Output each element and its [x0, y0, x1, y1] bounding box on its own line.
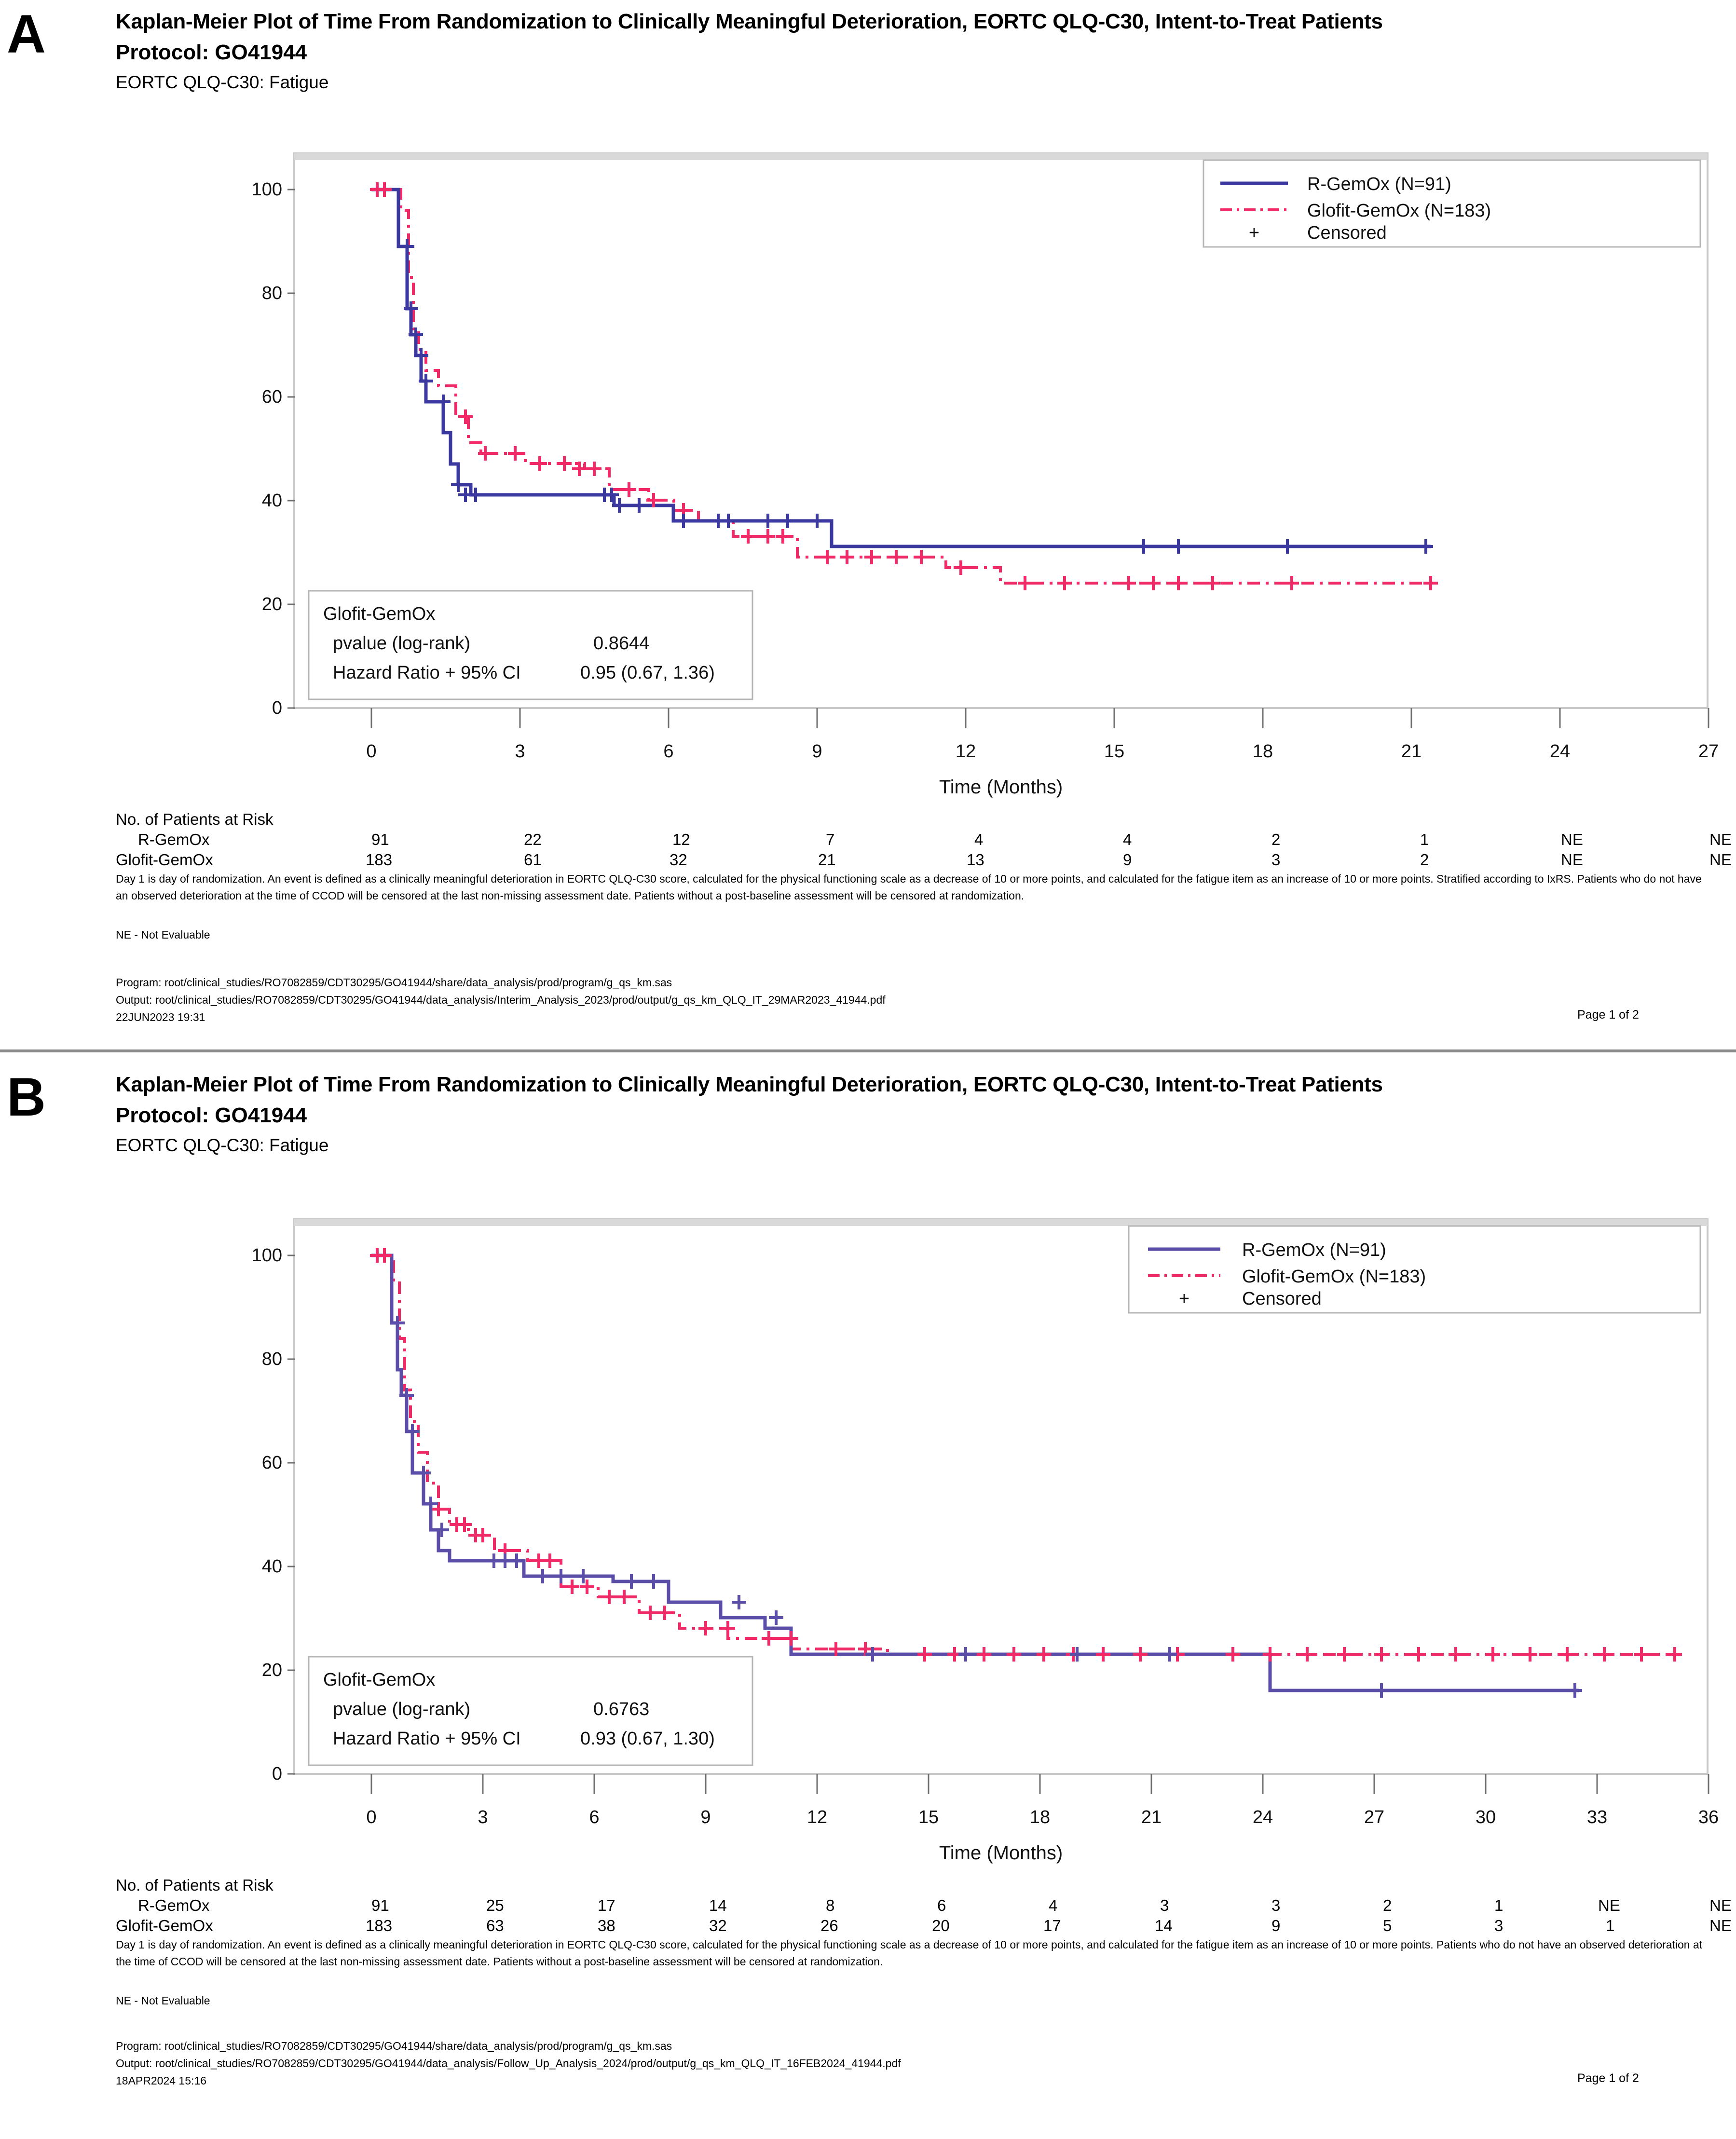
svg-text:36: 36 [1698, 1807, 1719, 1827]
panel-a-page-number: Page 1 of 2 [1577, 1008, 1639, 1022]
legend-marker-censored: + [1248, 223, 1260, 243]
risk-cell: 22 [524, 831, 542, 848]
panel-a-footnote: Day 1 is day of randomization. An event is defined as a clinically meaningful deterioration in EORTC QLQ-C30 score, calculated for the physical functioning scale as a decrease of 10 or more points, and calculated for the fatigue item as an increase of 10 or more points. Stratified according to IxRS. Patients who do not have an observed deterioration at the time of CCOD will be censored at the last non-missing assessment date. Patients without a post-baseline assessment will be censored at randomization. [116, 872, 1702, 902]
risk-cell: 1 [1494, 1896, 1504, 1914]
stats-pvalue-label: pvalue (log-rank) [333, 1699, 471, 1719]
risk-cell: 12 [672, 831, 690, 848]
panel-a-timestamp: 22JUN2023 19:31 [116, 1011, 205, 1023]
y-axis-ticks [252, 179, 282, 718]
svg-text:6: 6 [663, 741, 674, 762]
risk-cell: 91 [371, 831, 389, 848]
svg-text:0: 0 [272, 1764, 282, 1784]
legend-label-censored: Censored [1307, 223, 1387, 243]
panel-a-km-svg [96, 145, 1727, 801]
svg-text:21: 21 [1401, 741, 1422, 762]
risk-row-label: R-GemOx [138, 831, 210, 848]
risk-cell: 183 [366, 851, 393, 869]
risk-cell: 1 [1606, 1917, 1615, 1935]
panel-b-plot [96, 1211, 1727, 1867]
svg-text:15: 15 [1104, 741, 1125, 762]
svg-text:3: 3 [515, 741, 525, 762]
legend-box [1203, 160, 1700, 247]
panel-divider [0, 1049, 1736, 1052]
risk-cell: 3 [1494, 1917, 1504, 1935]
svg-text:24: 24 [1549, 741, 1571, 762]
panel-a-letter: A [7, 4, 45, 64]
svg-text:6: 6 [589, 1807, 600, 1827]
svg-text:15: 15 [918, 1807, 939, 1827]
risk-cell: 8 [826, 1896, 835, 1914]
stats-group-label: Glofit-GemOx [323, 1670, 436, 1690]
svg-text:18: 18 [1252, 741, 1273, 762]
risk-cell: NE [1709, 1896, 1732, 1914]
panel-b-program: Program: root/clinical_studies/RO7082859/CDT30295/GO41944/share/data_analysis/prod/program/g_qs_km.sas [116, 2040, 672, 2052]
risk-cell: 20 [932, 1917, 950, 1935]
svg-text:27: 27 [1364, 1807, 1385, 1827]
svg-text:21: 21 [1141, 1807, 1162, 1827]
stats-pvalue-label: pvalue (log-rank) [333, 633, 471, 654]
x-axis-ticks [366, 741, 1719, 762]
risk-cell: 4 [1123, 831, 1132, 848]
svg-text:100: 100 [251, 179, 282, 200]
svg-text:0: 0 [366, 741, 377, 762]
svg-text:9: 9 [700, 1807, 711, 1827]
panel-b-km-svg [96, 1211, 1727, 1867]
svg-text:27: 27 [1698, 741, 1719, 762]
risk-cell: 5 [1383, 1917, 1392, 1935]
risk-cell: 13 [967, 851, 984, 869]
risk-cell: 2 [1420, 851, 1429, 869]
risk-cell: 61 [524, 851, 542, 869]
stats-box [309, 1657, 752, 1765]
panel-a-protocol: Protocol: GO41944 [116, 40, 307, 64]
panel-a-title: Kaplan-Meier Plot of Time From Randomization to Clinically Meaningful Deterioration, EORTC QLQ-C30, Intent-to-Treat Patients [116, 10, 1383, 33]
risk-cell: 3 [1160, 1896, 1169, 1914]
risk-row-glofit-gemox [116, 851, 1732, 871]
plot-frame-shadow-top [294, 153, 1708, 160]
panel-b [0, 1056, 1736, 2108]
stats-hr-value: 0.95 (0.67, 1.36) [580, 663, 715, 683]
risk-cell: 63 [486, 1917, 504, 1935]
risk-cell: NE [1709, 851, 1732, 869]
panel-a-subtitle: EORTC QLQ-C30: Fatigue [116, 72, 329, 92]
x-tick-marks [371, 708, 1709, 728]
y-axis-ticks [252, 1245, 282, 1784]
risk-table-header: No. of Patients at Risk [116, 1876, 273, 1894]
x-axis-label: Time (Months) [939, 777, 1063, 798]
panel-b-footnote: Day 1 is day of randomization. An event is defined as a clinically meaningful deterioration in EORTC QLQ-C30 score, calculated for the physical functioning scale as a decrease of 10 or more points, and calculated for the fatigue item as an increase of 10 or more points. Patients who do not have an observed deterioration at the time of CCOD will be censored at the last non-missing assessment date. Patients without a post-baseline assessment will be censored at randomization. [116, 1938, 1703, 1968]
svg-text:0: 0 [272, 698, 282, 718]
svg-text:0: 0 [366, 1807, 377, 1827]
risk-cell: 4 [1049, 1896, 1058, 1914]
svg-text:60: 60 [261, 387, 282, 407]
svg-text:24: 24 [1252, 1807, 1273, 1827]
plot-frame-shadow-top [294, 1219, 1708, 1226]
risk-cell: 26 [820, 1917, 838, 1935]
panel-b-risk-table [116, 1876, 1732, 1937]
svg-text:20: 20 [261, 1660, 282, 1680]
svg-text:80: 80 [261, 283, 282, 303]
svg-text:18: 18 [1029, 1807, 1051, 1827]
risk-row-r-gemox [116, 831, 1732, 851]
risk-cell: 2 [1383, 1896, 1392, 1914]
risk-cell: 17 [598, 1896, 615, 1914]
svg-text:12: 12 [806, 1807, 828, 1827]
svg-text:30: 30 [1475, 1807, 1496, 1827]
svg-text:40: 40 [261, 490, 282, 511]
svg-text:60: 60 [261, 1453, 282, 1473]
stats-pvalue-value: 0.6763 [593, 1699, 650, 1719]
risk-cell: 21 [818, 851, 836, 869]
panel-a-risk-table [116, 810, 1732, 871]
risk-row-glofit-gemox [116, 1917, 1732, 1937]
risk-row-label: Glofit-GemOx [116, 851, 213, 869]
risk-cell: 17 [1043, 1917, 1061, 1935]
risk-cell: NE [1709, 831, 1732, 848]
panel-a-plot [96, 145, 1727, 801]
legend-label-glofit-gemox: Glofit-GemOx (N=183) [1242, 1267, 1426, 1287]
svg-text:20: 20 [261, 594, 282, 614]
risk-cell: NE [1598, 1896, 1620, 1914]
svg-text:100: 100 [251, 1245, 282, 1266]
risk-cell: 9 [1271, 1917, 1281, 1935]
risk-row-label: Glofit-GemOx [116, 1917, 213, 1935]
panel-a-ne-note: NE - Not Evaluable [116, 928, 210, 941]
risk-cell: 25 [486, 1896, 504, 1914]
risk-cell: 32 [670, 851, 687, 869]
risk-cell: NE [1561, 851, 1583, 869]
risk-cell: 7 [826, 831, 835, 848]
risk-cell: 9 [1123, 851, 1132, 869]
risk-row-r-gemox [116, 1896, 1732, 1917]
panel-a-output: Output: root/clinical_studies/RO7082859/CDT30295/GO41944/data_analysis/Interim_Analysis_2023/prod/output/g_qs_km_QLQ_IT_29MAR2023_41944.pdf [116, 994, 886, 1006]
risk-cell: 38 [598, 1917, 615, 1935]
panel-b-title: Kaplan-Meier Plot of Time From Randomization to Clinically Meaningful Deterioration, EORTC QLQ-C30, Intent-to-Treat Patients [116, 1073, 1383, 1096]
panel-b-page-number: Page 1 of 2 [1577, 2071, 1639, 2085]
svg-text:80: 80 [261, 1349, 282, 1369]
stats-box [309, 591, 752, 699]
legend-label-r-gemox: R-GemOx (N=91) [1242, 1240, 1386, 1260]
risk-row-label: R-GemOx [138, 1896, 210, 1914]
svg-text:12: 12 [955, 741, 976, 762]
panel-a-program: Program: root/clinical_studies/RO7082859/CDT30295/GO41944/share/data_analysis/prod/program/g_qs_km.sas [116, 976, 672, 989]
x-axis-label: Time (Months) [939, 1842, 1063, 1864]
risk-cell: 1 [1420, 831, 1429, 848]
risk-cell: NE [1709, 1917, 1732, 1935]
stats-pvalue-value: 0.8644 [593, 633, 650, 654]
legend-label-r-gemox: R-GemOx (N=91) [1307, 174, 1451, 194]
risk-cell: 91 [371, 1896, 389, 1914]
panel-b-subtitle: EORTC QLQ-C30: Fatigue [116, 1135, 329, 1155]
stats-group-label: Glofit-GemOx [323, 604, 436, 624]
panel-a [0, 0, 1736, 1051]
svg-text:33: 33 [1586, 1807, 1608, 1827]
risk-cell: 4 [974, 831, 984, 848]
panel-b-output: Output: root/clinical_studies/RO7082859/CDT30295/GO41944/data_analysis/Follow_Up_Analysis_2024/prod/output/g_qs_km_QLQ_IT_16FEB2024_41944.pdf [116, 2057, 901, 2070]
risk-cell: 2 [1271, 831, 1281, 848]
legend-label-censored: Censored [1242, 1289, 1322, 1309]
svg-text:9: 9 [812, 741, 822, 762]
stats-hr-label: Hazard Ratio + 95% CI [333, 1729, 521, 1749]
risk-cell: NE [1561, 831, 1583, 848]
panel-b-timestamp: 18APR2024 15:16 [116, 2074, 206, 2087]
risk-cell: 14 [1155, 1917, 1173, 1935]
panel-a-header [116, 9, 1722, 93]
svg-text:40: 40 [261, 1556, 282, 1577]
panel-b-ne-note: NE - Not Evaluable [116, 1994, 210, 2007]
risk-cell: 3 [1271, 1896, 1281, 1914]
panel-b-letter: B [7, 1067, 45, 1127]
x-axis-ticks [366, 1807, 1719, 1827]
svg-text:3: 3 [478, 1807, 488, 1827]
x-tick-marks [371, 1774, 1709, 1794]
risk-table-header: No. of Patients at Risk [116, 810, 273, 828]
legend-label-glofit-gemox: Glofit-GemOx (N=183) [1307, 201, 1491, 221]
panel-b-header [116, 1072, 1722, 1156]
risk-cell: 14 [709, 1896, 727, 1914]
risk-cell: 32 [709, 1917, 727, 1935]
legend-marker-censored: + [1178, 1289, 1190, 1309]
panel-b-protocol: Protocol: GO41944 [116, 1103, 307, 1127]
legend-box [1129, 1226, 1700, 1313]
stats-hr-value: 0.93 (0.67, 1.30) [580, 1729, 715, 1749]
risk-cell: 6 [937, 1896, 946, 1914]
risk-cell: 3 [1271, 851, 1281, 869]
risk-cell: 183 [366, 1917, 393, 1935]
stats-hr-label: Hazard Ratio + 95% CI [333, 663, 521, 683]
